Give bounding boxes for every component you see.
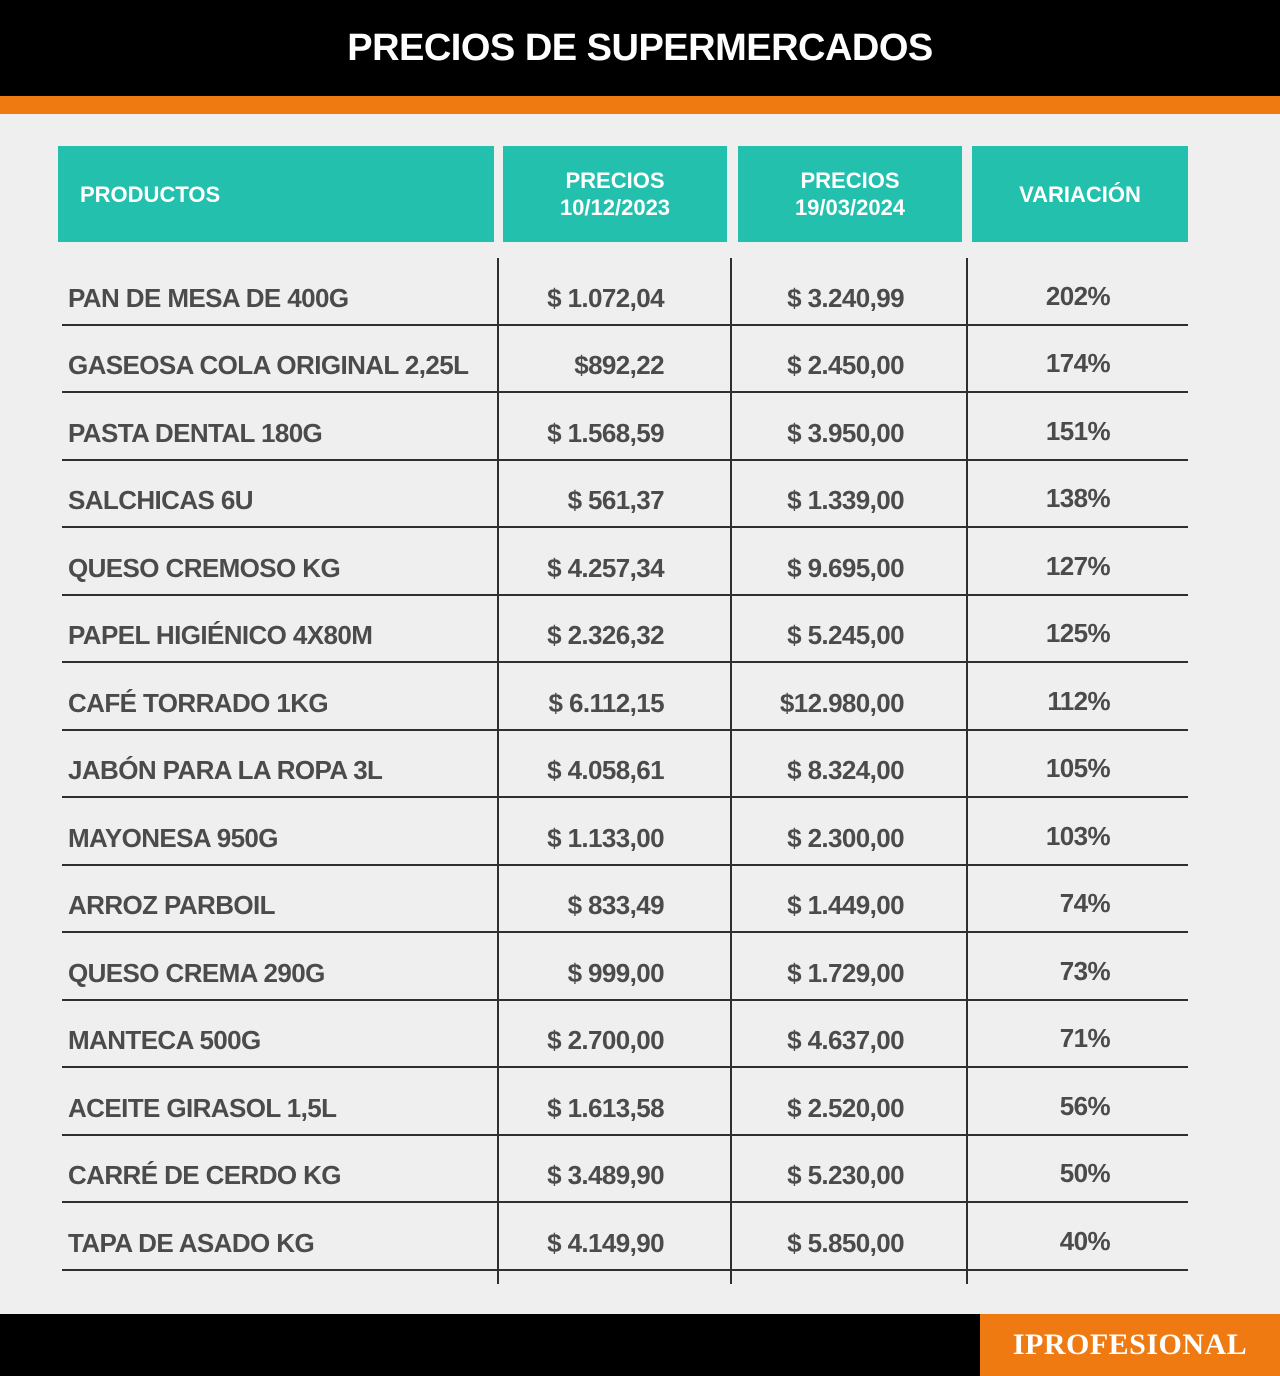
- cell-price-2024: $ 1.729,00: [787, 957, 904, 988]
- cell-price-2024: $ 2.300,00: [787, 822, 904, 853]
- cell-product: QUESO CREMA 290G: [68, 957, 325, 988]
- cell-price-2023: $ 561,37: [567, 485, 664, 515]
- cell-variation: 112%: [1047, 685, 1110, 716]
- cell-price-2024: $ 5.850,00: [787, 1227, 904, 1258]
- cell-price-2024: $ 1.449,00: [787, 890, 904, 920]
- table-row: [0, 1068, 1280, 1136]
- cell-price-2023: $ 4.149,90: [547, 1227, 664, 1258]
- column-header-price-1-line1: PRECIOS: [565, 168, 665, 193]
- cell-price-2023: $ 1.568,59: [547, 417, 664, 448]
- table-row: [0, 1001, 1280, 1069]
- cell-product: MANTECA 500G: [68, 1025, 261, 1055]
- cell-price-2023: $ 3.489,90: [547, 1160, 664, 1190]
- cell-price-2023: $ 833,49: [567, 890, 664, 920]
- cell-variation: 50%: [1059, 1158, 1110, 1188]
- cell-product: MAYONESA 950G: [68, 822, 278, 853]
- cell-product: CARRÉ DE CERDO KG: [68, 1160, 341, 1190]
- column-header-price-2-line1: PRECIOS: [800, 168, 900, 193]
- cell-price-2024: $ 2.450,00: [787, 350, 904, 380]
- cell-product: QUESO CREMOSO KG: [68, 552, 341, 583]
- cell-price-2024: $ 4.637,00: [787, 1025, 904, 1055]
- cell-variation: 125%: [1045, 618, 1110, 648]
- table-row: [0, 1203, 1280, 1271]
- table-row: [0, 596, 1280, 664]
- cell-variation: 40%: [1059, 1225, 1110, 1256]
- cell-price-2023: $ 2.700,00: [547, 1025, 664, 1055]
- cell-variation: 138%: [1045, 483, 1110, 513]
- table-row: [0, 528, 1280, 596]
- table-row: [0, 393, 1280, 461]
- cell-price-2024: $ 1.339,00: [787, 485, 904, 515]
- table-row: [0, 1136, 1280, 1204]
- table-row: [0, 326, 1280, 394]
- cell-price-2023: $ 4.058,61: [547, 755, 664, 785]
- table-row: [0, 731, 1280, 799]
- table-row: [0, 866, 1280, 934]
- cell-price-2024: $ 3.240,99: [787, 282, 904, 313]
- cell-product: ARROZ PARBOIL: [68, 890, 275, 920]
- cell-price-2024: $ 9.695,00: [787, 552, 904, 583]
- cell-product: CAFÉ TORRADO 1KG: [68, 687, 329, 718]
- cell-variation: 127%: [1045, 550, 1110, 581]
- cell-product: JABÓN PARA LA ROPA 3L: [68, 755, 383, 785]
- column-divider: [497, 258, 499, 1284]
- column-divider: [730, 258, 732, 1284]
- column-header-variation-label: VARIACIÓN: [1019, 181, 1141, 207]
- column-header-price-1-line2: 10/12/2023: [559, 195, 671, 220]
- cell-product: PASTA DENTAL 180G: [68, 417, 323, 448]
- cell-variation: 74%: [1059, 888, 1110, 918]
- brand-logo: IPROFESIONAL: [980, 1314, 1280, 1376]
- cell-variation: 105%: [1045, 753, 1110, 783]
- table-row: [0, 933, 1280, 1001]
- cell-price-2024: $12.980,00: [779, 687, 904, 718]
- cell-product: TAPA DE ASADO KG: [68, 1227, 315, 1258]
- column-divider: [966, 258, 968, 1284]
- cell-price-2024: $ 8.324,00: [787, 755, 904, 785]
- cell-price-2024: $ 5.245,00: [787, 620, 904, 650]
- cell-variation: 56%: [1059, 1090, 1110, 1121]
- table-row: [0, 461, 1280, 529]
- cell-price-2023: $ 999,00: [567, 957, 664, 988]
- cell-price-2023: $ 1.613,58: [547, 1092, 664, 1123]
- cell-variation: 103%: [1045, 820, 1110, 851]
- cell-product: GASEOSA COLA ORIGINAL 2,25L: [68, 350, 469, 380]
- cell-price-2023: $ 6.112,15: [548, 687, 664, 718]
- cell-variation: 151%: [1045, 415, 1110, 446]
- cell-price-2024: $ 3.950,00: [787, 417, 904, 448]
- cell-variation: 71%: [1059, 1023, 1110, 1053]
- cell-price-2023: $ 4.257,34: [547, 552, 664, 583]
- row-divider: [62, 1269, 1188, 1271]
- table-row: [0, 663, 1280, 731]
- cell-variation: 174%: [1045, 348, 1110, 378]
- cell-price-2023: $892,22: [574, 350, 664, 380]
- cell-product: PAN DE MESA DE 400G: [68, 282, 349, 313]
- cell-variation: 202%: [1045, 280, 1110, 311]
- cell-price-2024: $ 2.520,00: [787, 1092, 904, 1123]
- cell-variation: 73%: [1059, 955, 1110, 986]
- cell-price-2023: $ 1.133,00: [547, 822, 664, 853]
- page-title: PRECIOS DE SUPERMERCADOS: [347, 26, 933, 69]
- table-row: [0, 258, 1280, 326]
- cell-product: SALCHICAS 6U: [68, 485, 253, 515]
- cell-product: ACEITE GIRASOL 1,5L: [68, 1092, 337, 1123]
- cell-product: PAPEL HIGIÉNICO 4X80M: [68, 620, 373, 650]
- column-header-price-2-line2: 19/03/2024: [794, 195, 906, 220]
- column-header-products-label: PRODUCTOS: [80, 181, 221, 207]
- cell-price-2023: $ 1.072,04: [547, 282, 664, 313]
- table-row: [0, 798, 1280, 866]
- cell-price-2023: $ 2.326,32: [547, 620, 664, 650]
- cell-price-2024: $ 5.230,00: [787, 1160, 904, 1190]
